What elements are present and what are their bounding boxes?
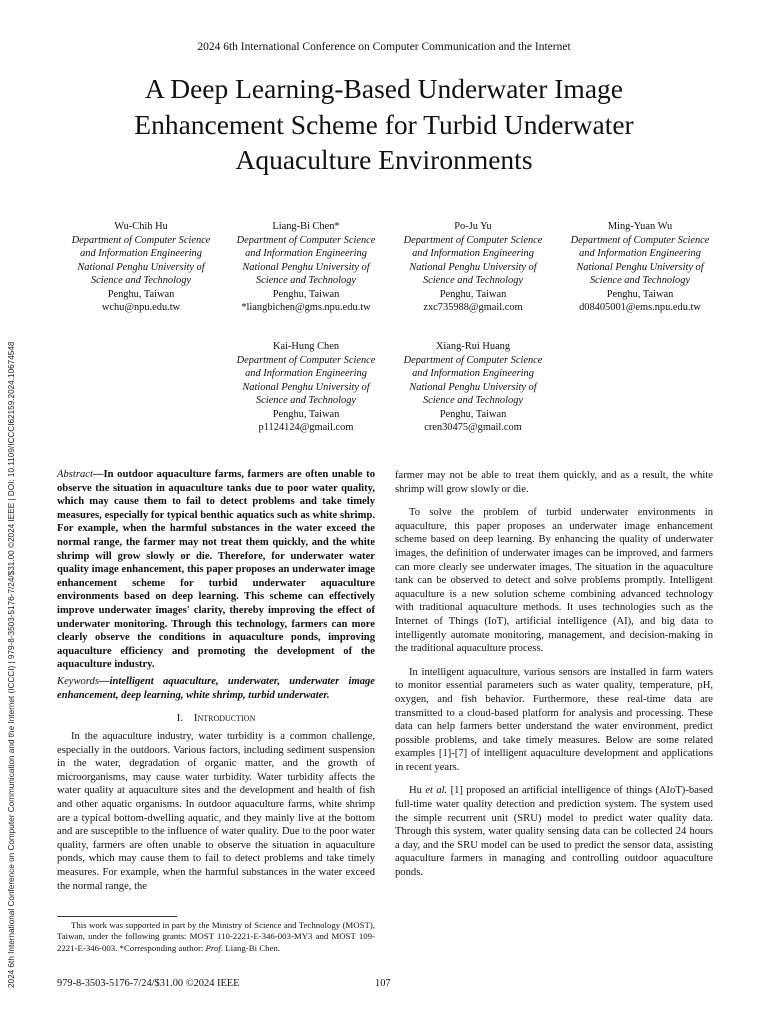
author-location: Penghu, Taiwan [272, 408, 340, 420]
section-heading [57, 712, 375, 724]
paragraph: To solve the problem of turbid underwater environments in aquaculture, this paper proposes an underwater image enhancement scheme based on deep learning. By enhancing the quality of underwater images, the definition of underwater images can be improved, and farmers can more clearly see underwater images. The situation in the aquaculture tank can be observed to detect and solve problems promptly. Intelligent aquaculture is a new solution scheme combining advanced technology with traditional aquaculture methods. It uses technologies such as the Internet of Things (IoT), artificial intelligence (AI), and big data to intelligently automate monitoring, management, and decision-making in the traditional aquaculture process. [395, 507, 713, 655]
side-doi-text: 2024 6th International Conference on Computer Communication and the Internet (ICCCI) | 979-8-3503-5176-7/24/$31.00 ©2024 IEEE | DOI: 10.1109/ICCCI62159.2024.10674548 [7, 341, 16, 988]
author-dept: National Penghu University of [576, 261, 704, 273]
copyright-footer: 979-8-3503-5176-7/24/$31.00 ©2024 IEEE [57, 978, 240, 989]
author-name: Kai-Hung Chen [272, 341, 340, 352]
author-email: cren30475@gmail.com [424, 422, 522, 433]
keywords-label: Keywords [57, 676, 99, 687]
author-dept: Department of Computer Science [236, 354, 376, 366]
hu-text: [1] proposed an artificial intelligence of things (AIoT)-based full-time water quality detection and prediction system. The system used the simple recurrent unit (SRU) model to predict water quality data. Through this system, water quality sensing data can be collected 24 hours a day, and the SRU model can be used to predict the sensor data, assisting aquaculture farmers in managing and controlling outdoor aquaculture ponds. [395, 785, 713, 879]
author-name: Wu-Chih Hu [114, 221, 168, 232]
abstract-label: Abstract [57, 469, 93, 480]
author-dept: National Penghu University of [409, 261, 537, 273]
intro-text [57, 730, 375, 893]
author-block [389, 340, 557, 435]
author-dept: Science and Technology [589, 275, 691, 286]
author-dept: Science and Technology [90, 275, 192, 286]
author-block [389, 220, 557, 315]
author-name: Liang-Bi Chen* [272, 221, 340, 232]
author-location: Penghu, Taiwan [606, 288, 674, 300]
author-dept: Science and Technology [422, 275, 524, 286]
author-dept: Department of Computer Science [403, 354, 543, 366]
author-dept: Department of Computer Science [403, 234, 543, 246]
paragraph: In intelligent aquaculture, various sensors are installed in farm waters to monitor essential parameters such as water quality, temperature, pH, oxygen, and fish behavior. Furthermore, these real-time data are transmitted to a cloud-based platform for analysis and processing. These data can help farmers better understand the water environment, predict possible problems, and take timely measures. Below are some related examples [1]-[7] of intelligent aquaculture development and applications in recent years. [395, 666, 713, 773]
author-dept: and Information Engineering [579, 248, 701, 259]
author-dept: Department of Computer Science [570, 234, 710, 246]
title-line: Enhancement Scheme for Turbid Underwater [134, 108, 634, 140]
author-location: Penghu, Taiwan [439, 288, 507, 300]
right-column [395, 469, 713, 880]
paragraph [395, 784, 713, 879]
keywords-text: —intelligent aquaculture, underwater, underwater image enhancement, deep learning, white shrimp, turbid underwater. [57, 676, 375, 701]
author-dept: Science and Technology [422, 395, 524, 406]
author-dept: National Penghu University of [77, 261, 205, 273]
abstract [57, 468, 375, 672]
author-block [556, 220, 724, 315]
author-dept: and Information Engineering [80, 248, 202, 259]
keywords [57, 675, 375, 702]
footnote-rule [57, 916, 177, 917]
author-dept: Department of Computer Science [71, 234, 211, 246]
hu-author: Hu [409, 785, 426, 797]
section-title: Introduction [193, 712, 256, 724]
author-block [222, 220, 390, 315]
author-dept: Department of Computer Science [236, 234, 376, 246]
author-dept: Science and Technology [255, 395, 357, 406]
author-location: Penghu, Taiwan [272, 288, 340, 300]
author-email: zxc735988@gmail.com [423, 302, 523, 313]
author-name: Xiang-Rui Huang [435, 341, 511, 352]
author-dept: and Information Engineering [245, 248, 367, 259]
abstract-text: —In outdoor aquaculture farms, farmers are often unable to observe the situation in aquaculture tanks due to poor water quality, which may cause them to fail to detect problems and take timely measures, especially for typical benthic aquatics such as white shrimp. For example, when the harmful substances in the water exceed the normal range, the farmer may not treat them quickly, and the white shrimp will grow slowly or die. Therefore, for underwater water quality image enhancement, this paper proposes an underwater image enhancement scheme for turbid underwater aquaculture environments based on deep learning. This scheme can effectively improve underwater images' clarity, thereby improving the effect of underwater monitoring. Through this technology, farmers can more clearly observe the conditions in aquaculture ponds, improving aquaculture efficiency and promoting the development of the aquaculture industry. [57, 469, 375, 671]
author-dept: and Information Engineering [412, 368, 534, 379]
etal: et al. [425, 785, 448, 797]
conference-header: 2024 6th International Conference on Computer Communication and the Internet [197, 41, 571, 53]
section-number: I. [176, 712, 184, 724]
author-location: Penghu, Taiwan [107, 288, 175, 300]
author-email: p1124124@gmail.com [258, 422, 354, 433]
paragraph: In the aquaculture industry, water turbidity is a common challenge, especially in the outdoors. Various factors, including sediment suspension in the water, degradation of organic matter, and the growth of microorganisms, may cause water turbidity. Water turbidity affects the water quality at aquaculture sites and the development and health of fish and other aquatic organisms. In outdoor aquaculture farms, white shrimp are a typical bottom-dwelling aquatic, and they mainly live at the bottom and are susceptible to the influence of water quality. Due to the poor water quality, farmers are often unable to observe the situation in aquaculture ponds, which may cause them to fail to detect problems and take timely measures. For example, when the harmful substances in the water exceed the normal range, the [57, 731, 375, 892]
author-block [222, 340, 390, 435]
author-name: Ming-Yuan Wu [607, 221, 673, 232]
author-dept: National Penghu University of [242, 381, 370, 393]
footnote-text: This work was supported in part by the Ministry of Science and Technology (MOST), Taiwan, under the following grants: MOST 110-2221-E-346-003-MY3 and MOST 109-2221-E-346-003. *Corresponding author: [57, 920, 375, 953]
footnote-prof: Prof. [205, 942, 224, 953]
author-dept: and Information Engineering [245, 368, 367, 379]
page-number: 107 [375, 978, 391, 989]
author-dept: National Penghu University of [242, 261, 370, 273]
paper-title [60, 71, 708, 178]
author-email: wchu@npu.edu.tw [101, 302, 181, 313]
author-dept: Science and Technology [255, 275, 357, 286]
footnote [57, 920, 375, 954]
author-email: *liangbichen@gms.npu.edu.tw [241, 302, 371, 313]
author-dept: National Penghu University of [409, 381, 537, 393]
author-dept: and Information Engineering [412, 248, 534, 259]
author-location: Penghu, Taiwan [439, 408, 507, 420]
author-email: d08405001@ems.npu.edu.tw [579, 302, 701, 313]
author-block [57, 220, 225, 315]
title-line: Aquaculture Environments [235, 144, 533, 175]
footnote-tail: Liang-Bi Chen. [223, 942, 280, 953]
paragraph: farmer may not be able to treat them quickly, and as a result, the white shrimp will grow slowly or die. [395, 470, 713, 495]
title-line: A Deep Learning-Based Underwater Image [145, 73, 623, 104]
author-name: Po-Ju Yu [454, 221, 492, 232]
